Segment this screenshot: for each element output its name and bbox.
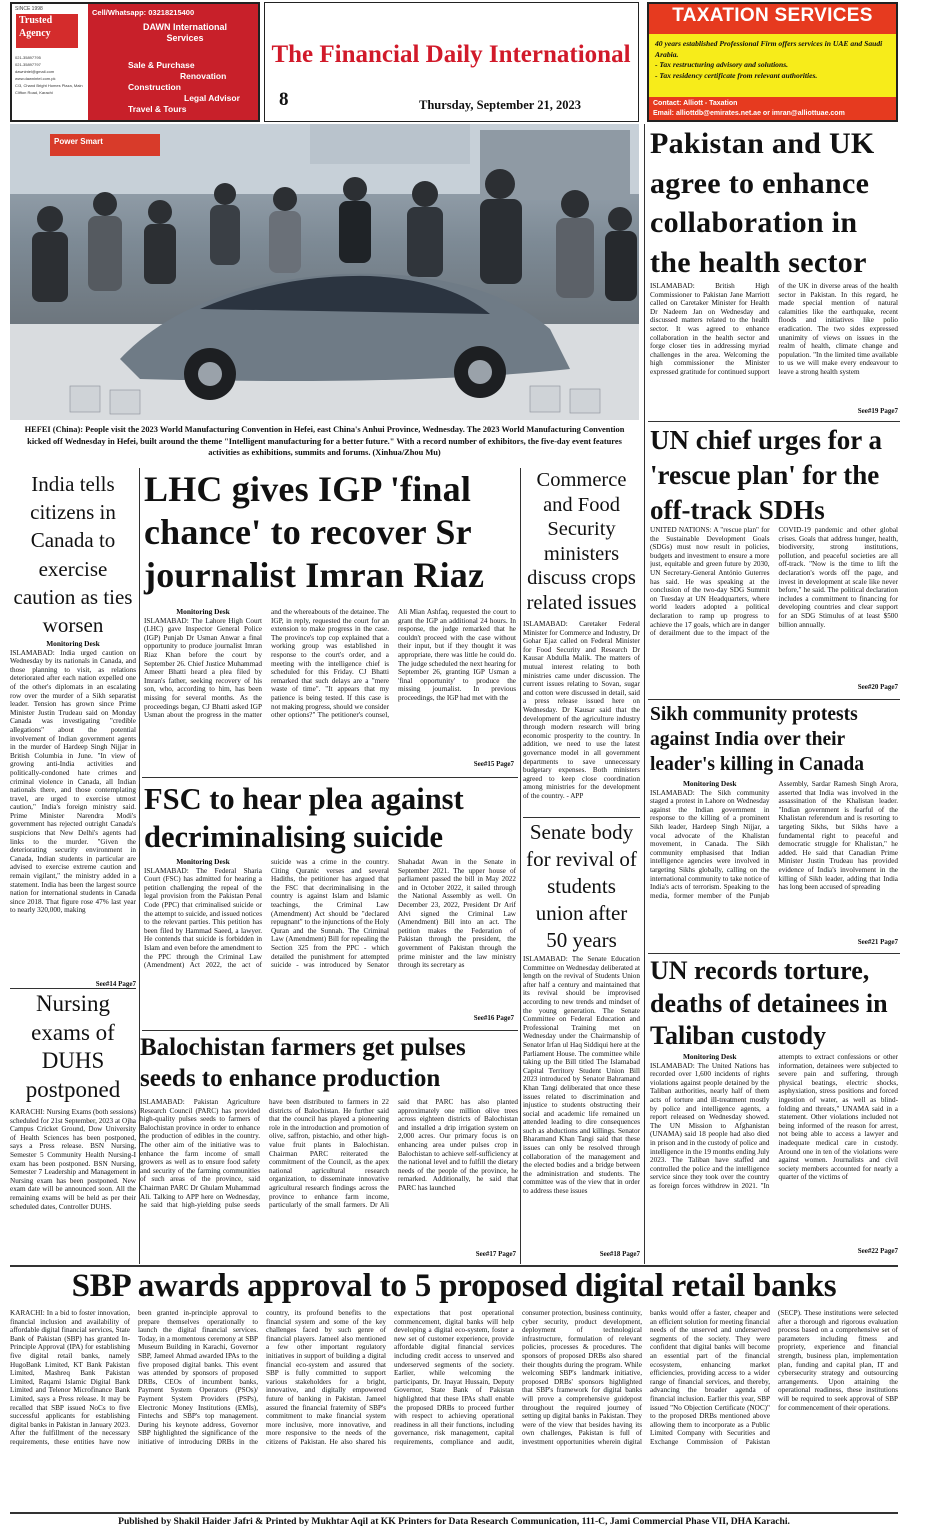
body-commerce: ISLAMABAD: Caretaker Federal Minister for Commerce and Industry, Dr Gohar Ejaz called on Federal Minister for Food Security and Research Dr Kausar Abdulla Malik. The matters of mutual interest relating to both ministries came under discussion. The current issues relating to Sovan, sugar and cotton were discussed in detail, said a press release issued here on Wednesday. Dr Kausar said that the development of the agriculture industry through modern research will bring economic prosperity to the country. In addition, we need to use the latest governance model in all government departments to save unnecessary budgetary expenses. Both ministers agreed to keep close coordination among ministries for the development of the country. - APP [523,620,640,800]
ad-company-name: DAWN International Services [142,22,227,43]
body-uk-health: ISLAMABAD: British High Commissioner to Pakistan Jane Marriott called on Caretaker Minister for Health Dr Nadeem Jan on Wednesday and discussed matters related to the health sector. It was agreed to enhance collaboration in the health sector and forge closer ties in addressing myriad challenges in the area. Welcoming the high commissioner the Minister expressed gratitude for continued support of the UK in diverse areas of the health sector in Pakistan. In this regard, he made special mention of natural calamities like the earthquake, recent floods and initiatives like polio eradication. The two sides expressed unanimity of views on issues in the realm of health, climate change and population. "In the limited time available to us we will make every endeavour to leave a strong health system [650,282,898,376]
masthead [264,2,639,122]
taxation-advertisement [647,2,898,122]
divider [520,468,521,1264]
ad-logo-panel [12,4,88,120]
body-duhs: KARACHI: Nursing Exams (both sessions) scheduled for 21st September, 2023 at Ojha Campus Cricket Ground, Dow University of Health Sciences has been postponed, says a Press release. BSN Nursing, Semester 5 Community Health Nursing-I exam has been postponed. BSN Nursing, Semester 7 Leadership and Management in Nursing exam has been postponed. New exam date will be announced soon. All the remaining exams will be held as per their scheduled dates, Controller DUHS. [10,1108,136,1211]
main-photo [10,124,639,420]
headline-sbp: SBP awards approval to 5 proposed digital retail banks [71,1268,837,1304]
headline-un-sdg: UN chief urges for a 'rescue plan' for the off-track SDHs [650,425,882,525]
headline-india-canada: India tells citizens in Canada to exercise caution as ties worsen [13,472,133,638]
divider [648,421,900,422]
headline-commerce: Commerce and Food Security ministers discuss crops related issues [526,469,637,614]
headline-senate: Senate body for revival of students union after 50 years [526,820,637,952]
divider [648,953,900,954]
divider [10,988,136,989]
continuation-un-sdg: See#20 Page7 [857,683,898,691]
article-india-canada [10,470,136,990]
ad-contacts: 021-35897795 021-35897797 dawnintel@gmail.com www.dawnintel.com.pk C/3, Chand Bright Homes Plaza, Main Clifton Road, Karachi [15,55,83,95]
article-sikh [650,702,898,952]
left-advertisement [10,2,260,122]
ad-cell-number: Cell/Whatsapp: 03218215400 [92,8,195,17]
photo-sign-text: Power Smart [54,137,103,146]
ad-logo: Trusted Agency [16,14,78,48]
exhibition-photo-illustration [10,124,639,420]
body-lhc: Monitoring Desk ISLAMABAD: The Lahore High Court (LHC) gave Inspector General Police (IGP) Punjab Dr Usman Anwar a final opportunity to produce journalist Imran Riaz Khan before the court by September 26. Chief Justice Muhammad Ameer Bhatti heard a plea filed by Imran's father, seeking recovery of his son, who, according to him, has been missing for several months. As the proceedings began, CJ Bhatti asked IGP Usman about the progress in the matter and the whereabouts of the detainee. The IGP, in reply, requested the court for an extension to make progress in the case. The province's top cop explained that a working group was established in response to the court's order, and a meeting with the intelligence chief is scheduled for this Friday. CJ Bhatti remarked that such delays are a "mere waste of time". "It appears that my patience is being tested. If this case is not making progress, should we consider other options?" The petitioner's counsel, Ali Mian Ashfaq, requested the court to grant the IGP an additional 24 hours. In response, the judge remarked that he couldn't proceed with the case without their input, but if they thought it was appropriate, there was little he could do. The judge scheduled the next hearing for September 26, granting IGP Usman a 'final opportunity' to produce the missing journalist. In previous proceedings, the IGP had met with the [144,608,516,720]
taxation-body: 40 years established Professional Firm offers services in UAE and Saudi Arabia. - Tax restructuring advisory and solutions. - Tax residency certificate from relevant authorities. [649,34,896,97]
headline-fsc: FSC to hear plea against decriminalising suicide [144,782,464,854]
ad-since-label: SINCE 1998 [15,6,43,12]
article-commerce [523,468,640,818]
body-senate: ISLAMABAD: The Senate Education Committee on Wednesday deliberated at length on the revival of Students Union after half a century and maintained that its revival should be improvised according to new trends and mindset of the young generation. The Senate Committee on Federal Education and Professional Training met on Wednesday under the Chairmanship of Senator Irfan ul Haq Siddiqui here at the Parliament House. The committee while taking up the Bill titled The Islamabad Capital Territory Student Union Bill 2023 introduced by Senator Bahramand Khan Tangi deliberated that once these issues related to discrimination and injustice to students obstructing their social and academic life remained un attended leading to dire consequences such as abductions and killings. Senator Bharamand Khan Tangi said that these issues can only be resolved through collaboration of the management and the elected bodies and a bridge between the administration and students. The committee was of the view that in order to address these issues [523,955,640,1196]
continuation-uk-health: See#19 Page7 [857,407,898,415]
article-senate [523,819,640,1262]
article-sbp [10,1267,898,1510]
article-taliban [650,955,898,1262]
continuation-fsc: See#16 Page7 [473,1014,514,1022]
divider [644,124,645,1264]
ad-services-list: Sale & Purchase Renovation Construction Legal Advisor Travel & Tours [128,60,240,114]
article-fsc [144,780,516,1030]
article-un-sdg [650,423,898,698]
divider [523,817,640,818]
divider [10,1512,898,1514]
divider [648,699,900,700]
body-sbp: KARACHI: In a bid to foster innovation, financial inclusion and availability of affordable digital financial services, State Bank of Pakistan (SBP) has granted In-Principle Approval (IPA) for establishing five digital retail banks, namely HugoBank Limited, KT Bank Pakistan Limited, Mashreq Bank Pakistan Limited, Raqami Islamic Digital Bank Limited and Telenor Microfinance Bank Limited, says a Press release. It may be recalled that SBP issued NoCs to five successful applicants for establishing digital banks in Pakistan in January 2023. After the fulfillment of the necessary requirements, these entities have now been granted in-principle approval to prepare themselves operationally to launch the digital financial services. Today, in a momentous ceremony at SBP Museum Building in Karachi, Governor SBP, Jameel Ahmad awarded IPAs to the five proposed digital banks. This event was attended by sponsors of proposed DRBs, CEOs of incumbent banks, Payment System Operators (PSOs)/ Payment System Providers (PSPs), Electronic Money Institutions (EMIs), Fintechs and SBP's top management. During his keynote address, Governor SBP highlighted the significance of the initiative of introducing DRBs in the country, its profound benefits to the financial system and some of the key challenges faced by such genre of financial players. Jameel also mentioned a few other important regulatory initiatives in support of building a digital financial eco-system and assured that SBP is fully committed to support various stakeholders for a bright, innovative, and digitally empowered future of banking in Pakistan. Jameel assured the financial fraternity of SBP's commitment to make financial system more inclusive, more innovative, and more responsive to the needs of the citizens of Pakistan. He also shared his expectations that post operational commencement, digital banks will help developing a digital eco-system, foster a new set of customer experience, provide affordable digital financial services including credit access to unserved and underserved segments of the society. Earlier, while welcoming the participants, Dr. Inayat Hussain, Deputy Governor, State Bank of Pakistan highlighted that these IPAs shall enable the proposed DRBs to proceed further with respect to achieving operational readiness in all their functions, including governance, risk management, capital requirements, compliance and audit, consumer protection, business continuity, cyber security, product development, deployment of technological infrastructure, formulation of relevant policies, processes & procedures. The sponsors of proposed DRBs also shared their thoughts during the program. While welcoming SBP's landmark initiative, proposed DRBs' sponsors highlighted that SBP's framework for digital banks will prove a comprehensive guidepost throughout the required journey of setting up digital banks in Pakistan. They were of the view that besides having its own challenges, Pakistan is full of investment opportunities wherein digital banks would offer a faster, cheaper and an efficient solution for meeting financial needs of the unserved and underserved segments of the society. They were confident that digital banks will become an essential part of the financial ecosystem, enhancing market efficiencies, providing access to a wider range of financial services, and thereby, advancing the broader agenda of financial inclusion. Earlier this year, SBP issued "No Objection Certificate (NOC)" to the proposed DRBs mentioned above allowing them to incorporate as a Public Limited Company with Securities and Exchange Commission of Pakistan (SECP). These institutions were selected after a thorough and rigorous evaluation process based on a comprehensive set of parameters including fitness and propriety, experience and financial strength, business plan, implementation plan, funding and capital plan, IT and cybersecurity strategy and outsourcing arrangements. Upon attaining the operational readiness, these institutions will be required to seek approval of SBP for commencement of their operations. [10,1309,898,1446]
body-fsc: Monitoring Desk ISLAMABAD: The Federal Sharia Court (FSC) has admitted for hearing a petition challenging the repeal of the legal provision from the Pakistan Penal Code (PPC) that criminalised suicide or the attempt to suicide, and issued notices to the relevant parties. This petition has been filed by Hammad Saeed, a lawyer. He contends that suicide is forbidden in Islam and even before the amendment to the PPC through the Criminal Law (Amendment) Act 2022, the act of suicide was a crime in the country. Citing Quranic verses and several Hadiths, the petitioner has argued that the FSC that decriminalising in the country is against Islam and Islamic teachings, the Criminal Law (Amendment) Act should be "declared repugnant" to the injunctions of the Holy Quran and the Sunnah. The Criminal Law (Amendment) Bill for repealing the Section 325 from the PPC - which detailed the punishment for attempted suicide - was introduced by Senator Shahadat Awan in the Senate in September 2021. The upper house of parliament passed the bill in May 2022 and in October 2022, it sailed through the National Assembly as well. On December 23, 2022, President Dr Arif Alvi signed the Criminal Law (Amendment) Bill into an act. The petition makes the Federation of Pakistan through the president, the government of Pakistan through the prime minister and the law ministry through its secretary as [144,858,516,970]
body-un-sdg: UNITED NATIONS: A "rescue plan" for the Sustainable Development Goals (SDGs) must now result in policies, budgets and investment to ensure a more just, equitable and green future by 2030, UN Secretary-General António Guterres has said. He was speaking at the conclusion of the two-day SDG Summit on Tuesday at UN Headquarters, where world leaders adopted a political declaration to ramp up progress to achieve the 17 goals, which are in danger of derailment due to the impact of the COVID-19 pandemic and other global crises. Goals that address hunger, health, biodiversity, strong institutions, pollution, and peaceful societies are all off-track. "Now is the time to lift the declaration's words off the page, and invest in development at scale like never before," he said. The political declaration includes a commitment to financing for developing countries and clear support for an SDG Stimulus of at least $500 billion annually. [650,526,898,638]
headline-uk-health: Pakistan and UK agree to enhance collaboration in the health sector [650,127,875,279]
continuation-balochistan: See#17 Page7 [475,1250,516,1258]
body-taliban: Monitoring Desk ISLAMABAD: The United Nations has recorded over 1,600 incidents of rights violations against people detained by the Taliban authorities, nearly half of them acts of torture and ill-treatment mostly by police and intelligence agents, a report released on Wednesday showed. The UN Mission to Afghanistan (UNAMA) said 18 people had also died in prison and in the custody of police and intelligence in the 19 months ending July 2023. The Taliban have staffed and controlled the police and the intelligence service since they took over the country as foreign forces withdrew in 2021. "In attempts to extract confessions or other information, detainees were subjected to severe pain and suffering, through physical beatings, electric shocks, asphyxiation, stress positions and forced ingestion of water, as well as blind-folding and threats," UNAMA said in a statement. Other violations included not being informed of the reason for arrest, not being able to access a lawyer and inadequate medical care in custody. Around one in ten of the violations were against women. Journalists and civil society members accounted for nearly a quarter of the victims of [650,1053,898,1190]
article-duhs [10,990,136,1262]
headline-taliban: UN records torture, deaths of detainees in Taliban custody [650,956,888,1050]
headline-balochistan: Balochistan farmers get pulses seeds to enhance production [140,1034,466,1092]
body-sikh: Monitoring Desk ISLAMABAD: The Sikh community staged a protest in Lahore on Wednesday against the Indian government in response to the killing of a prominent Sikh leader, Hardeep Singh Nijjar, a vocal advocate of the Khalistan movement, in Canada. The Sikh community emphasised that Indian intelligence agencies were involved in targeting Sikhs globally, calling on the international community to take notice of India's acts of terrorism. Speaking to the media, former member of the Punjab Assembly, Sardar Ramesh Singh Arora, asserted that India was involved in the assassination of the Khalistan leader. "Indian government is fearful of the Khalistan referendum and is resorting to targeting Sikhs, but Sikhs have a fundamental right to peaceful and democratic struggle for Khalistan," he added. He said that Canadian Prime Minister Justin Trudeau has provided evidence of India's involvement in the killing of Sikh leader, adding that India has long been accused of spreading [650,780,898,900]
masthead-title: The Financial Daily International [271,41,631,68]
continuation-sikh: See#21 Page7 [857,938,898,946]
issue-date: Thursday, September 21, 2023 [419,98,581,112]
continuation-taliban: See#22 Page7 [857,1247,898,1255]
divider [142,777,518,778]
taxation-contact: Contact: Alliott - Taxation Email: alliottdb@emirates.net.ae or imran@alliottuae.com [653,100,845,117]
body-india-canada: Monitoring Desk ISLAMABAD: India urged caution on Wednesday by its nationals in Canada, and those planning to visit, as relations deteriorated after each nation expelled one of the other's diplomats in an escalating row over the murder of a Sikh separatist leader. Tension has grown since Prime Minister Justin Trudeau said on Monday Canada was investigating "credible allegations" about the potential involvement of Indian government agents in the murder of Hardeep Singh Nijjar in British Columbia in June. "In view of growing anti-India activities and politically-condoned hate crimes and criminal violence in Canada, all Indian nationals there, and those contemplating travel, are urged to exercise utmost caution," India's foreign ministry said. Prime Minister Narendra Modi's government has rejected outright Canada's suspicions that New Delhi's agents had links to the murder. "Given the deteriorating security environment in Canada, Indian students in particular are advised to exercise extreme caution and remain vigilant," the ministry added in a statement. India has been the largest source nation for international students in Canada since 2018. That figure rose 47% last year to nearly 320,000, making [10,640,136,915]
headline-lhc: LHC gives IGP 'final chance' to recover Sr journalist Imran Riaz [144,469,485,595]
continuation-lhc: See#15 Page7 [473,760,514,768]
page-number: 8 [279,89,289,110]
headline-duhs: Nursing exams of DUHS postponed [25,991,121,1102]
taxation-title: TAXATION SERVICES [672,5,873,26]
photo-caption: HEFEI (China): People visit the 2023 World Manufacturing Convention in Hefei, east China's Anhui Province, Wednesday. The 2023 World Manufacturing Convention kicked off Wednesday in Hefei, built around the theme "Intelligent manufacturing for a better future." With a record number of exhibitors, the five-day event features activities as exhibitions, summits and forums. (Xinhua/Zhou Mu) [24,425,625,457]
article-balochistan [140,1032,518,1262]
article-uk-health [650,124,898,420]
continuation-senate: See#18 Page7 [599,1250,640,1258]
headline-sikh: Sikh community protests against India over their leader's killing in Canada [650,704,865,775]
body-balochistan: ISLAMABAD: Pakistan Agriculture Research Council (PARC) has provided high-quality pulses seeds to farmers of Balochistan province in order to enhance the production of edibles in the country. The other aim of the initiative was to enhance the farm income of small growers as well as to ensure food safety and security of the farming communities of such areas of the province, said Chairman PARC Dr Ghulam Muhammad Ali. Talking to APP here on Wednesday, he said that high-yielding pulse seeds have been distributed to farmers in 22 districts of Balochistan. He further said that the council has played a pioneering role in the introduction and promotion of olive, saffron, pistachio, and other high-value fruit plants in Balochistan. Chairman PARC reiterated the commitment of the Council, as the apex national agricultural research organization, to disseminate innovative agricultural research findings across the province to enhance farm income, particularly of the small farmers. Dr Ali said that PARC has also planted approximately one million olive trees across eighteen districts of Balochistan and installed a drip irrigation system on 2,000 acres. Our primary focus is on enhancing area under pulses crop in Balochistan to achieve self-sufficiency at the national level and to fulfill the dietary needs of the people of the province, he remarked. Additionally, he said that PARC has launched [140,1098,518,1210]
article-lhc [144,468,516,776]
continuation-india-canada: See#14 Page7 [95,980,136,988]
divider [142,1030,518,1031]
imprint-footer: Published by Shakil Haider Jafri & Printed by Mukhtar Aqil at KK Printers for Data Research Communication, 111-C, Jami Commercial Phase VII, DHA Karachi. [118,1516,790,1527]
